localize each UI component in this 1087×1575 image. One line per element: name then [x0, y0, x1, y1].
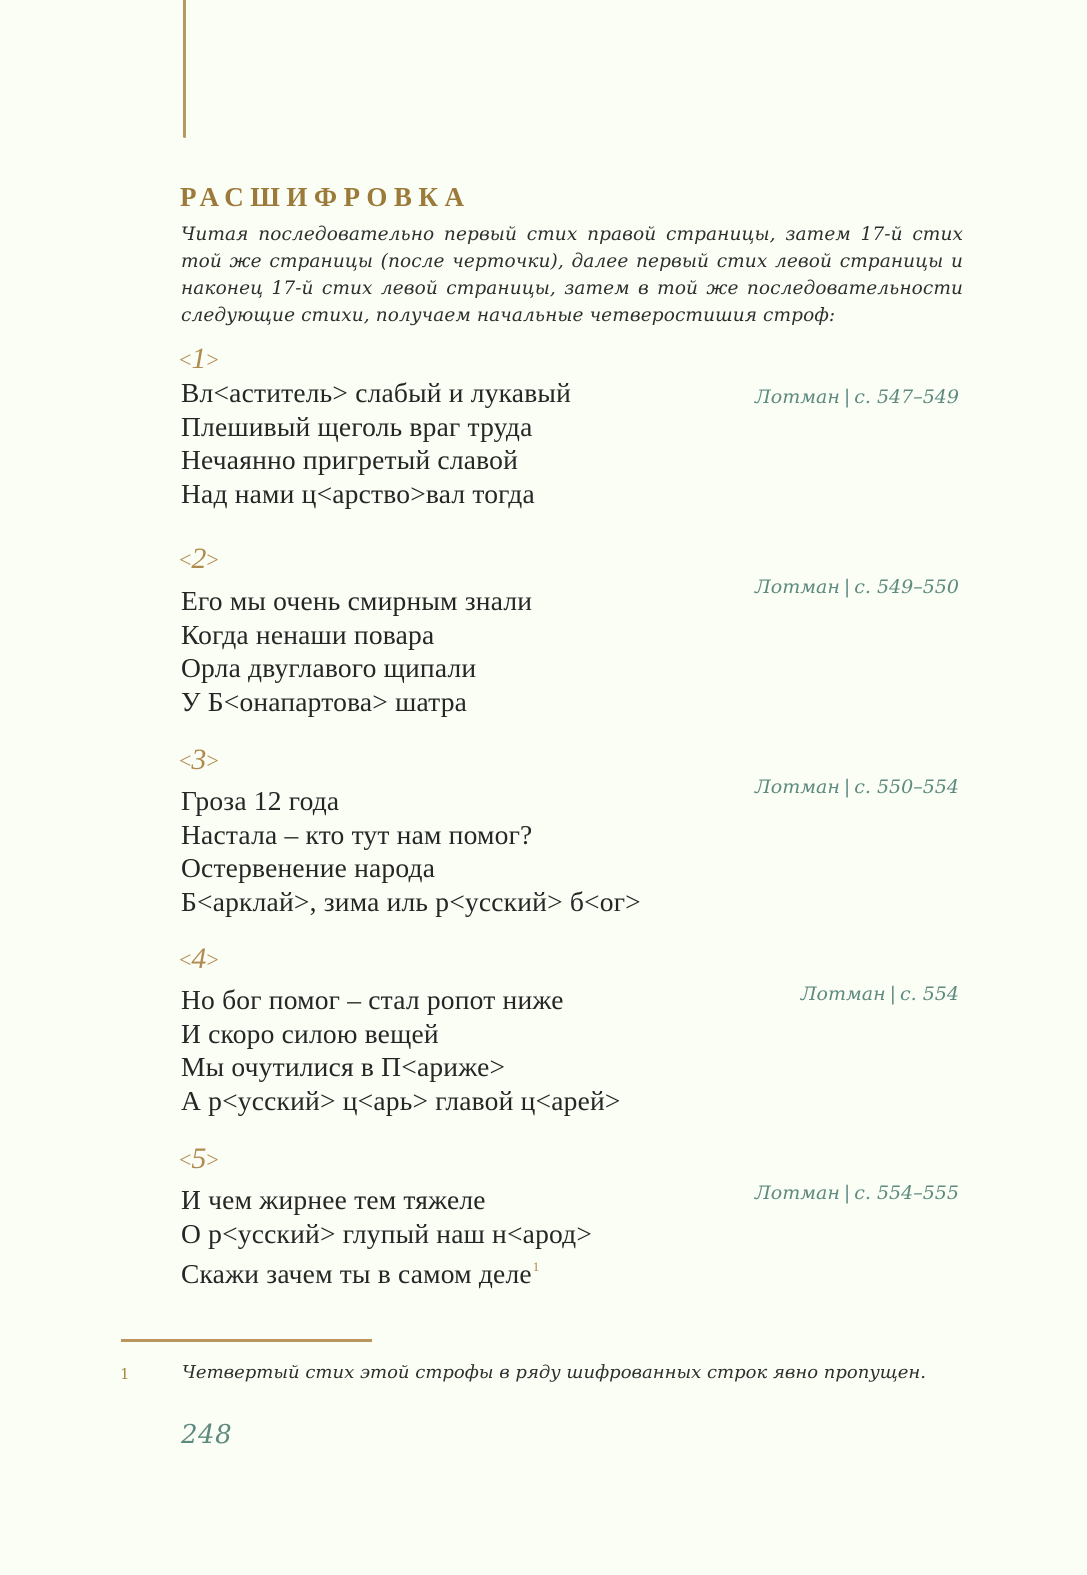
- verse-line: Вл<аститель> слабый и лукавый: [181, 377, 571, 408]
- verse-line: А р<усский> ц<арь> главой ц<арей>: [181, 1084, 621, 1116]
- stanza-4: [181, 944, 961, 1117]
- verse-line: Плешивый щеголь враг труда: [181, 410, 533, 442]
- verse-line: Над нами ц<арство>вал тогда: [181, 477, 535, 509]
- stanza-2: [181, 544, 961, 718]
- decorative-vertical-rule: [183, 0, 186, 138]
- verse-line: Остервенение народа: [181, 852, 436, 883]
- intro-paragraph: Читая последовательно первый стих правой страницы, затем 17-й стих той же страницы (после черточки), далее первый стих левой страницы и наконец 17-й стих левой страницы, затем в той же последовательности следующие стихи, получаем начальные четверостишия строф:: [181, 224, 963, 326]
- section-heading: РАСШИФРОВКА: [180, 182, 471, 212]
- verse-line: Мы очутилися в П<ариже>: [181, 1051, 506, 1082]
- verse-lines: [181, 784, 961, 918]
- verse-line: Его мы очень смирным знали: [181, 585, 533, 616]
- verse-line: Нечаянно пригретый славой: [181, 444, 519, 475]
- footnote-divider: [121, 1339, 372, 1342]
- verse-line: Б<арклай>, зима иль р<усский> б<ог>: [181, 885, 641, 917]
- stanza-number: <2>: [179, 542, 219, 575]
- stanza-number: <4>: [179, 942, 219, 975]
- source-reference: Лотман | с. 549–550: [754, 576, 959, 598]
- stanza-number: <1>: [179, 342, 219, 375]
- verse-line: Настала – кто тут нам помог?: [181, 818, 533, 850]
- verse-line: И скоро силою вещей: [181, 1017, 439, 1049]
- verse-line: Но бог помог – стал ропот ниже: [181, 984, 564, 1015]
- source-reference: Лотман | с. 554–555: [754, 1182, 959, 1204]
- stanza-3: [181, 745, 961, 918]
- stanza-number: <3>: [179, 743, 219, 776]
- verse-line: Когда ненаши повара: [181, 618, 435, 650]
- page-number: 248: [181, 1420, 233, 1450]
- verse-line: У Б<онапартова> шатра: [181, 685, 468, 717]
- verse-line: Орла двуглавого щипали: [181, 652, 477, 683]
- verse-line: Гроза 12 года: [181, 785, 340, 816]
- footnote-number: 1: [120, 1365, 130, 1383]
- source-reference: Лотман | с. 547–549: [754, 386, 959, 408]
- verse-line: И чем жирнее тем тяжеле: [181, 1184, 486, 1215]
- stanza-number: <5>: [179, 1142, 219, 1175]
- verse-line: Скажи зачем ты в самом деле$^1$: [181, 1258, 540, 1289]
- stanza-1: [181, 344, 961, 510]
- verse-lines: [181, 584, 961, 718]
- verse-line: О р<усский> глупый наш н<арод>: [181, 1217, 593, 1249]
- footnote-text: Четвертый стих этой строфы в ряду шифрованных строк явно пропущен.: [182, 1362, 927, 1383]
- source-reference: Лотман | с. 554: [800, 983, 959, 1005]
- source-reference: Лотман | с. 550–554: [754, 776, 959, 798]
- stanza-5: [181, 1144, 961, 1291]
- footnote-reference-link[interactable]: 1: [532, 1259, 540, 1274]
